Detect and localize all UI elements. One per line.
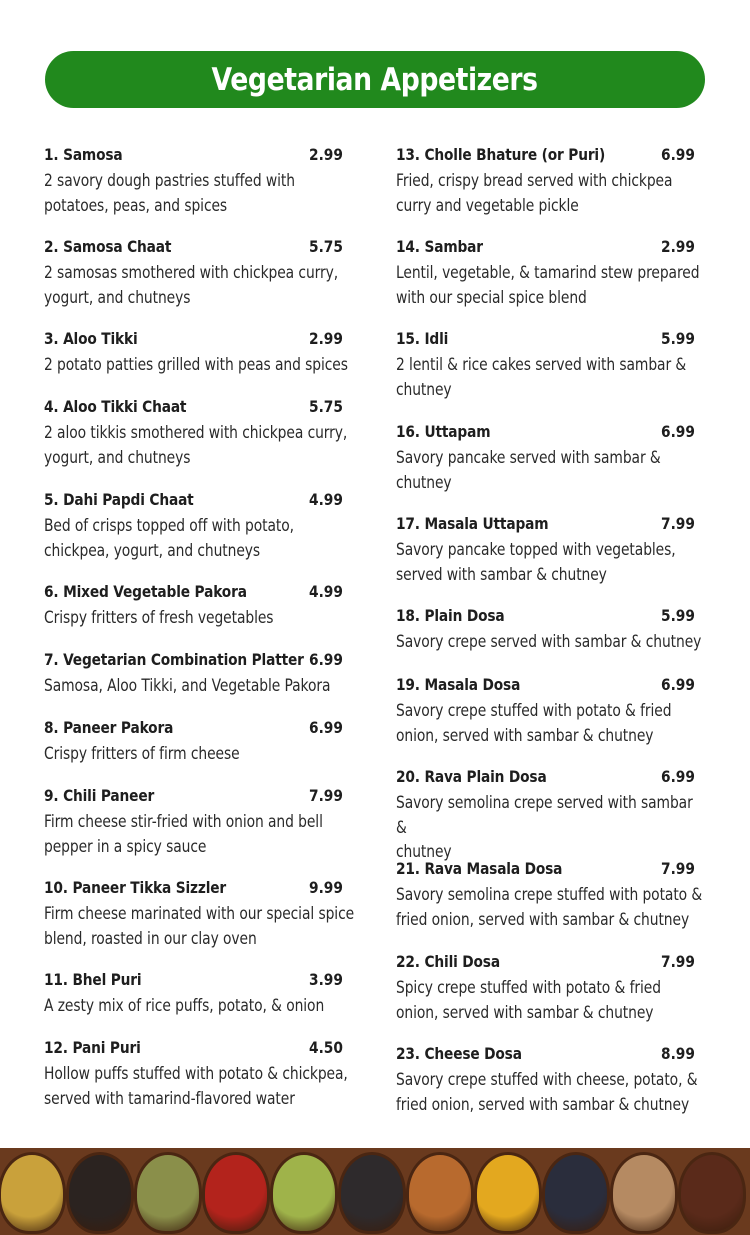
menu-item-header	[396, 422, 706, 444]
menu-item-name: 3. Aloo Tikki	[44, 329, 138, 348]
spice-bowl	[474, 1152, 542, 1234]
menu-item-name: 15. Idli	[396, 329, 449, 348]
description-line: onion, served with sambar & chutney	[396, 1002, 654, 1022]
menu-item-header	[396, 675, 706, 697]
description-line: Crispy fritters of firm cheese	[44, 744, 240, 763]
menu-item-price: 6.99	[661, 422, 695, 441]
menu-item-description	[44, 169, 355, 218]
menu-item-description	[396, 1068, 707, 1117]
menu-item-price: 5.75	[309, 237, 343, 256]
menu-item-description	[396, 699, 707, 748]
description-line: Savory crepe served with sambar & chutney	[396, 632, 702, 651]
spice-bowl	[610, 1152, 678, 1234]
menu-item	[396, 1044, 706, 1117]
menu-item-description	[396, 883, 707, 932]
menu-item-name: 19. Masala Dosa	[396, 675, 521, 694]
menu-item-name: 6. Mixed Vegetable Pakora	[44, 582, 247, 601]
menu-item-header	[44, 878, 354, 900]
menu-item-price: 8.99	[661, 1044, 695, 1063]
menu-item	[396, 767, 706, 865]
spice-bowl	[338, 1152, 406, 1234]
spice-bowl	[406, 1152, 474, 1234]
menu-item-header	[396, 514, 706, 536]
menu-item-header	[396, 859, 706, 881]
menu-item-price: 2.99	[661, 237, 695, 256]
spice-bowl	[134, 1152, 202, 1234]
menu-item-description	[44, 810, 355, 859]
menu-item-header	[396, 237, 706, 259]
spice-bowl	[202, 1152, 270, 1234]
menu-item-name: 18. Plain Dosa	[396, 606, 505, 625]
menu-item-description	[396, 791, 707, 865]
description-line: pepper in a spicy sauce	[44, 836, 207, 856]
menu-item-name: 12. Pani Puri	[44, 1038, 141, 1057]
menu-item-price: 3.99	[309, 970, 343, 989]
description-line: 2 savory dough pastries stuffed with	[44, 171, 295, 190]
menu-item	[396, 606, 706, 655]
menu-item	[44, 582, 354, 631]
menu-item	[396, 952, 706, 1025]
menu-item-name: 23. Cheese Dosa	[396, 1044, 522, 1063]
menu-item-description	[44, 674, 355, 699]
menu-item	[44, 397, 354, 470]
menu-item-name: 10. Paneer Tikka Sizzler	[44, 878, 227, 897]
menu-item-name: 16. Uttapam	[396, 422, 491, 441]
menu-item-description	[44, 902, 355, 951]
menu-item	[396, 675, 706, 748]
menu-item	[396, 145, 706, 218]
menu-item-price: 6.99	[661, 675, 695, 694]
menu-item-price: 5.75	[309, 397, 343, 416]
menu-item-description	[44, 606, 355, 631]
menu-item	[44, 718, 354, 767]
menu-item-price: 7.99	[661, 514, 695, 533]
menu-item	[44, 878, 354, 951]
menu-item-description	[396, 169, 707, 218]
menu-item-header	[44, 145, 354, 167]
description-line: fried onion, served with sambar & chutney	[396, 1094, 690, 1114]
menu-item	[44, 650, 354, 699]
spice-bowl	[270, 1152, 338, 1234]
description-line: chickpea, yogurt, and chutneys	[44, 540, 261, 560]
menu-item-header	[44, 582, 354, 604]
menu-item-description	[44, 742, 355, 767]
description-line: A zesty mix of rice puffs, potato, & onion	[44, 996, 325, 1015]
menu-item-price: 7.99	[309, 786, 343, 805]
menu-item-price: 9.99	[309, 878, 343, 897]
menu-item	[44, 786, 354, 859]
menu-item-header	[396, 1044, 706, 1066]
menu-item-price: 7.99	[661, 952, 695, 971]
menu-item-price: 5.99	[661, 329, 695, 348]
description-line: 2 lentil & rice cakes served with sambar &	[396, 355, 687, 374]
menu-item-description	[44, 421, 355, 470]
spice-bowl	[542, 1152, 610, 1234]
menu-item-name: 7. Vegetarian Combination Platter	[44, 650, 304, 669]
menu-item-name: 4. Aloo Tikki Chaat	[44, 397, 187, 416]
description-line: served with tamarind-flavored water	[44, 1088, 295, 1108]
menu-item	[396, 237, 706, 310]
menu-item-header	[44, 490, 354, 512]
description-line: onion, served with sambar & chutney	[396, 725, 654, 745]
menu-item	[396, 514, 706, 587]
menu-item	[44, 970, 354, 1019]
description-line: Lentil, vegetable, & tamarind stew prepared	[396, 263, 700, 282]
menu-item	[44, 490, 354, 563]
menu-item	[44, 1038, 354, 1111]
description-line: Savory crepe stuffed with potato & fried	[396, 701, 672, 720]
description-line: 2 samosas smothered with chickpea curry,	[44, 263, 339, 282]
description-line: Crispy fritters of fresh vegetables	[44, 608, 274, 627]
menu-item-price: 6.99	[309, 650, 343, 669]
menu-item-price: 6.99	[309, 718, 343, 737]
description-line: 2 aloo tikkis smothered with chickpea curry,	[44, 423, 348, 442]
description-line: Savory crepe stuffed with cheese, potato, &	[396, 1070, 698, 1089]
description-line: potatoes, peas, and spices	[44, 195, 228, 215]
description-line: 2 potato patties grilled with peas and spices	[44, 355, 348, 374]
description-line: Firm cheese marinated with our special spice	[44, 904, 355, 923]
description-line: Savory pancake topped with vegetables,	[396, 540, 676, 559]
menu-item-price: 6.99	[661, 145, 695, 164]
description-line: Savory semolina crepe served with sambar &	[396, 793, 693, 837]
description-line: Bed of crisps topped off with potato,	[44, 516, 294, 535]
menu-item-header	[44, 650, 354, 672]
menu-item-name: 13. Cholle Bhature (or Puri)	[396, 145, 606, 164]
menu-item-name: 1. Samosa	[44, 145, 123, 164]
description-line: chutney	[396, 842, 452, 861]
description-line: Spicy crepe stuffed with potato & fried	[396, 978, 661, 997]
menu-item-price: 7.99	[661, 859, 695, 878]
menu-item-name: 11. Bhel Puri	[44, 970, 142, 989]
menu-item-name: 5. Dahi Papdi Chaat	[44, 490, 194, 509]
description-line: served with sambar & chutney	[396, 564, 607, 584]
menu-item-description	[396, 353, 707, 402]
menu-item-header	[44, 237, 354, 259]
description-line: curry and vegetable pickle	[396, 195, 579, 215]
menu-item-price: 4.99	[309, 490, 343, 509]
description-line: chutney	[396, 379, 452, 399]
menu-item-description	[44, 514, 355, 563]
menu-item-description	[44, 353, 355, 378]
menu-item-name: 9. Chili Paneer	[44, 786, 155, 805]
menu-item-name: 8. Paneer Pakora	[44, 718, 174, 737]
menu-item-header	[396, 329, 706, 351]
menu-item-price: 2.99	[309, 329, 343, 348]
menu-item-description	[396, 261, 707, 310]
menu-item-description	[396, 630, 707, 655]
menu-item-header	[44, 970, 354, 992]
menu-item-header	[44, 1038, 354, 1060]
menu-item-description	[396, 976, 707, 1025]
menu-item	[44, 329, 354, 378]
menu-item-description	[44, 994, 355, 1019]
menu-item-price: 4.50	[309, 1038, 343, 1057]
menu-item-name: 22. Chili Dosa	[396, 952, 500, 971]
menu-item-name: 14. Sambar	[396, 237, 483, 256]
menu-item-description	[396, 446, 707, 495]
menu-item-name: 17. Masala Uttapam	[396, 514, 549, 533]
description-line: yogurt, and chutneys	[44, 447, 191, 467]
menu-item-description	[44, 261, 355, 310]
menu-item-header	[396, 767, 706, 789]
description-line: with our special spice blend	[396, 287, 587, 307]
section-title: Vegetarian Appetizers	[211, 61, 539, 98]
description-line: Fried, crispy bread served with chickpea	[396, 171, 673, 190]
description-line: Firm cheese stir-fried with onion and bell	[44, 812, 323, 831]
menu-item	[44, 145, 354, 218]
spice-bowls-image	[0, 1148, 750, 1235]
menu-item-header	[396, 145, 706, 167]
menu-item-description	[44, 1062, 355, 1111]
menu-item-header	[44, 718, 354, 740]
description-line: chutney	[396, 472, 452, 492]
description-line: Hollow puffs stuffed with potato & chickpea,	[44, 1064, 348, 1083]
description-line: Savory semolina crepe stuffed with potato &	[396, 885, 703, 904]
section-header	[45, 51, 705, 108]
menu-item-price: 4.99	[309, 582, 343, 601]
menu-item	[44, 237, 354, 310]
description-line: blend, roasted in our clay oven	[44, 928, 257, 948]
spice-bowl	[66, 1152, 134, 1234]
description-line: Savory pancake served with sambar &	[396, 448, 661, 467]
spice-bowl	[0, 1152, 66, 1234]
menu-item-header	[396, 952, 706, 974]
menu-item-name: 2. Samosa Chaat	[44, 237, 172, 256]
menu-item	[396, 422, 706, 495]
description-line: fried onion, served with sambar & chutney	[396, 909, 690, 929]
menu-item	[396, 859, 706, 932]
menu-item-description	[396, 538, 707, 587]
menu-item-header	[44, 786, 354, 808]
menu-item-name: 20. Rava Plain Dosa	[396, 767, 547, 786]
menu-item-header	[44, 329, 354, 351]
menu-item-price: 5.99	[661, 606, 695, 625]
menu-item-header	[44, 397, 354, 419]
menu-item-price: 6.99	[661, 767, 695, 786]
menu-item-header	[396, 606, 706, 628]
description-line: Samosa, Aloo Tikki, and Vegetable Pakora	[44, 676, 331, 695]
menu-item-name: 21. Rava Masala Dosa	[396, 859, 563, 878]
menu-item	[396, 329, 706, 402]
description-line: yogurt, and chutneys	[44, 287, 191, 307]
menu-item-price: 2.99	[309, 145, 343, 164]
spice-bowl	[678, 1152, 746, 1234]
